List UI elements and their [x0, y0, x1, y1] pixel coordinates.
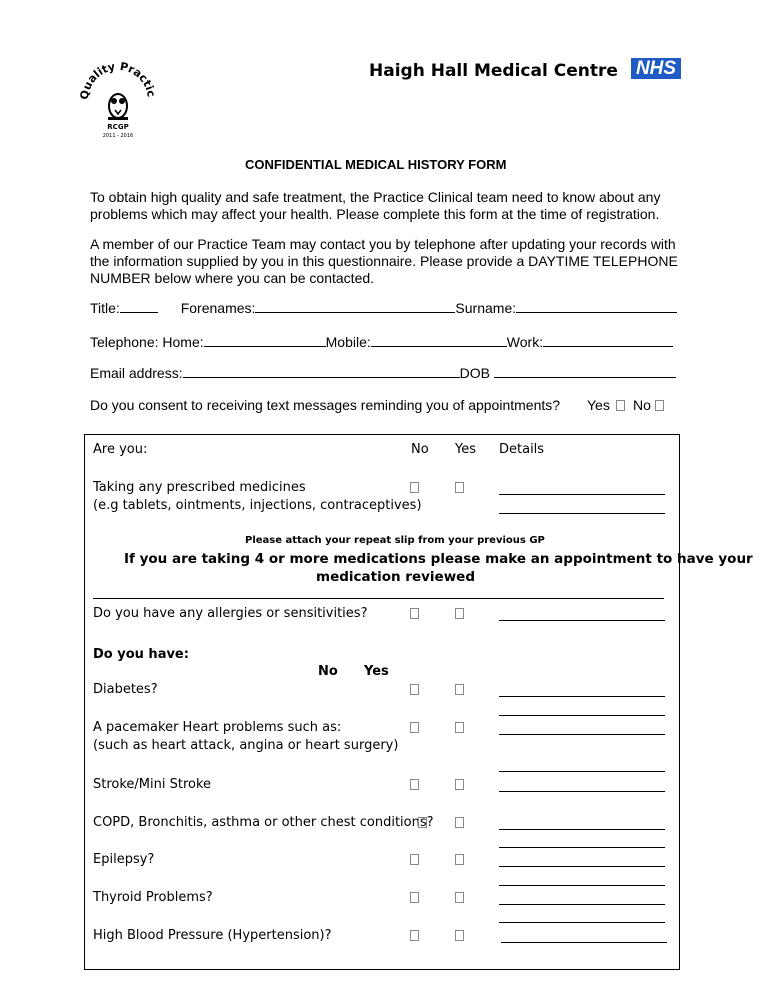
quality-practice-award-logo	[78, 54, 158, 140]
telephone-home-label: Telephone: Home:	[90, 334, 204, 350]
copd-no-checkbox[interactable]	[418, 817, 427, 828]
medication-review-notice-2: medication reviewed	[316, 569, 475, 585]
allergies-no-checkbox[interactable]	[410, 608, 419, 619]
heart-note: (such as heart attack, angina or heart surgery)	[93, 738, 399, 753]
dob-field[interactable]	[494, 364, 676, 378]
work-label: Work:	[506, 334, 544, 350]
award-arc-text: Quality Practic	[78, 59, 158, 101]
heart-details-line-2[interactable]	[499, 771, 665, 772]
medicines-details-line-2[interactable]	[499, 513, 665, 514]
copd-question: COPD, Bronchitis, asthma or other chest conditions?	[93, 815, 434, 830]
dob-label: DOB	[459, 365, 490, 381]
blood-pressure-yes-checkbox[interactable]	[455, 930, 464, 941]
allergies-yes-checkbox[interactable]	[455, 608, 464, 619]
name-row	[90, 299, 677, 317]
intro-paragraph-1: To obtain high quality and safe treatment, the Practice Clinical team need to know about any problems which may affect your health. Please complete this form at the time of registration.	[90, 189, 661, 222]
thyroid-yes-checkbox[interactable]	[455, 892, 464, 903]
medication-review-notice-1: If you are taking 4 or more medications please make an appointment to have your	[124, 551, 753, 567]
epilepsy-details-line-1[interactable]	[499, 866, 665, 867]
work-field[interactable]	[543, 333, 673, 347]
repeat-slip-note: Please attach your repeat slip from your previous GP	[245, 535, 545, 546]
diabetes-details-line-1[interactable]	[499, 696, 665, 697]
medicines-note: (e.g tablets, ointments, injections, contraceptives)	[93, 498, 422, 513]
heart-yes-checkbox[interactable]	[455, 722, 464, 733]
col-yes-header: Yes	[455, 442, 476, 457]
practice-title: Haigh Hall Medical Centre	[369, 61, 618, 81]
mobile-field[interactable]	[371, 333, 507, 347]
thyroid-question: Thyroid Problems?	[93, 890, 213, 905]
email-row	[90, 364, 676, 382]
section-divider	[93, 598, 664, 599]
form-heading: CONFIDENTIAL MEDICAL HISTORY FORM	[245, 157, 507, 172]
stroke-no-checkbox[interactable]	[410, 779, 419, 790]
nhs-logo-text: NHS	[635, 58, 677, 79]
consent-no-checkbox[interactable]	[655, 400, 664, 411]
forenames-field[interactable]	[255, 299, 455, 313]
col-no-header: No	[411, 442, 429, 457]
email-label: Email address:	[90, 365, 183, 381]
blood-pressure-no-checkbox[interactable]	[410, 930, 419, 941]
diabetes-details-line-2[interactable]	[499, 715, 665, 716]
medicines-question: Taking any prescribed medicines	[93, 480, 306, 495]
epilepsy-yes-checkbox[interactable]	[455, 854, 464, 865]
title-field[interactable]	[120, 299, 158, 313]
title-label: Title:	[90, 300, 120, 316]
email-field[interactable]	[183, 364, 460, 378]
surname-field[interactable]	[516, 299, 677, 313]
col-details-header: Details	[499, 442, 545, 457]
consent-yes-checkbox[interactable]	[616, 400, 625, 411]
medicines-no-checkbox[interactable]	[410, 482, 419, 493]
award-org-text: RCGP	[107, 123, 129, 131]
heart-no-checkbox[interactable]	[410, 722, 419, 733]
telephone-home-field[interactable]	[204, 333, 326, 347]
medicines-yes-checkbox[interactable]	[455, 482, 464, 493]
are-you-label: Are you:	[93, 442, 148, 457]
diabetes-yes-checkbox[interactable]	[455, 684, 464, 695]
col-no-header-2: No	[318, 664, 338, 679]
mobile-label: Mobile:	[325, 334, 371, 350]
do-you-have-label: Do you have:	[93, 647, 189, 662]
stroke-yes-checkbox[interactable]	[455, 779, 464, 790]
surname-label: Surname:	[455, 300, 517, 316]
telephone-row	[90, 333, 673, 351]
heart-question: A pacemaker Heart problems such as:	[93, 720, 342, 735]
nhs-logo	[631, 58, 681, 79]
epilepsy-question: Epilepsy?	[93, 852, 155, 867]
intro-paragraph-2: A member of our Practice Team may contact you by telephone after updating your records with the information supplied by you in this questionnaire. Please provide a DAYTIME TELEPHONE NUMBER below where you can be contacted.	[90, 236, 678, 286]
thyroid-no-checkbox[interactable]	[410, 892, 419, 903]
epilepsy-no-checkbox[interactable]	[410, 854, 419, 865]
allergies-question: Do you have any allergies or sensitivities?	[93, 606, 368, 621]
medicines-details-line-1[interactable]	[499, 494, 665, 495]
award-years-text: 2011 - 2016	[102, 133, 134, 139]
consent-no-label: No	[633, 397, 651, 413]
forenames-label: Forenames:	[180, 300, 256, 316]
allergies-details-line[interactable]	[499, 620, 665, 621]
copd-details-line-1[interactable]	[499, 829, 665, 830]
diabetes-question: Diabetes?	[93, 682, 158, 697]
copd-yes-checkbox[interactable]	[455, 817, 464, 828]
stroke-question: Stroke/Mini Stroke	[93, 777, 212, 792]
epilepsy-details-line-2[interactable]	[499, 885, 665, 886]
col-yes-header-2: Yes	[364, 664, 389, 679]
stroke-details-line[interactable]	[499, 791, 665, 792]
blood-pressure-question: High Blood Pressure (Hypertension)?	[93, 928, 332, 943]
blood-pressure-details-line[interactable]	[501, 942, 667, 943]
copd-details-line-2[interactable]	[499, 847, 665, 848]
diabetes-no-checkbox[interactable]	[410, 684, 419, 695]
consent-question: Do you consent to receiving text messages reminding you of appointments?	[90, 397, 561, 413]
thyroid-details-line-1[interactable]	[499, 904, 665, 905]
thyroid-details-line-2[interactable]	[499, 922, 665, 923]
consent-yes-label: Yes	[587, 397, 610, 413]
heart-details-line-1[interactable]	[499, 734, 665, 735]
